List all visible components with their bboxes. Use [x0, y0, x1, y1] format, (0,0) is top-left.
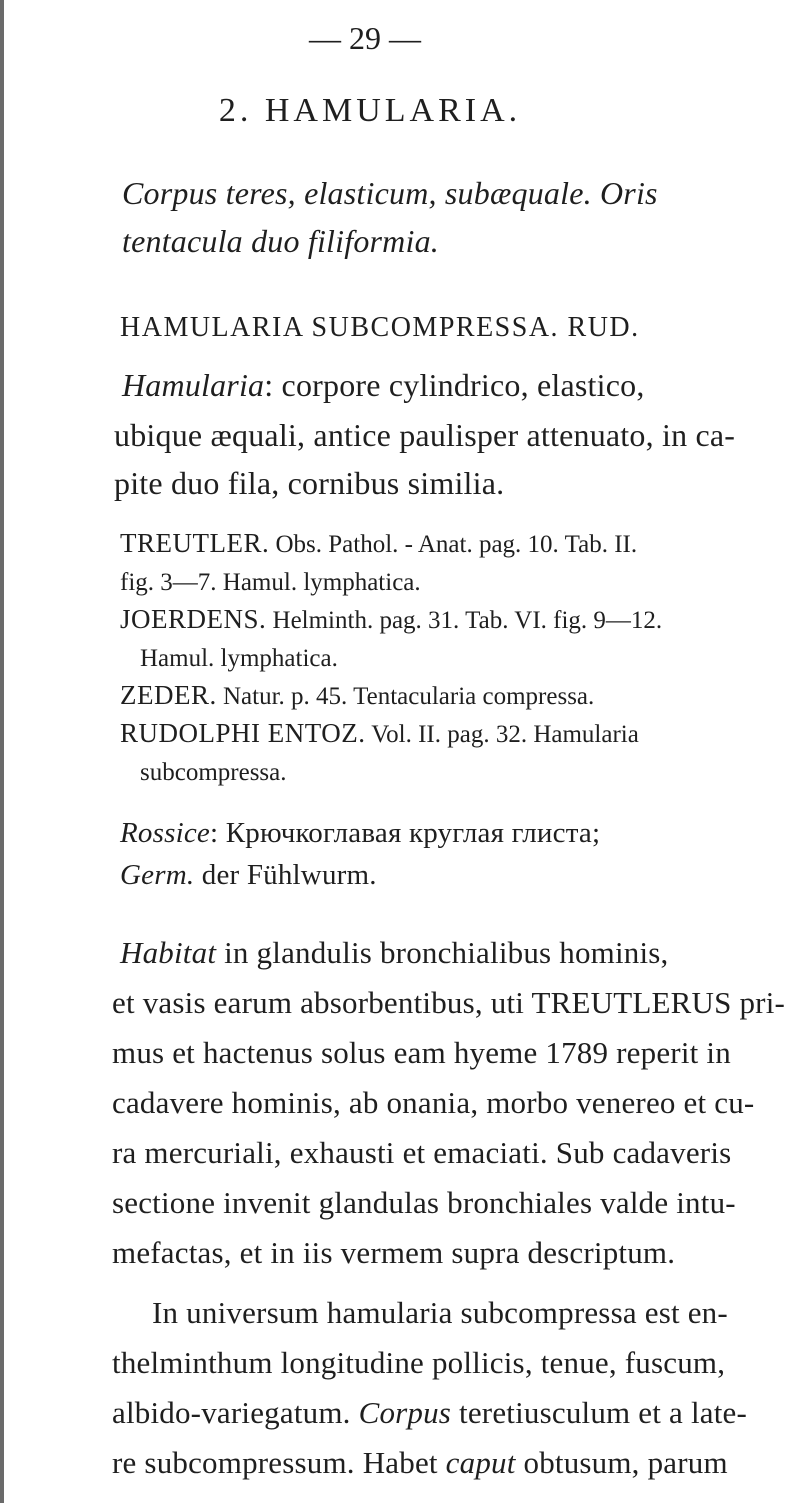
description-text: albido-variegatum.	[112, 1395, 351, 1430]
description-line	[112, 1394, 747, 1432]
reference-line	[120, 718, 639, 750]
description-text: obtusum, parum	[515, 1445, 728, 1480]
habitat-text: in glandulis bronchialibus hominis,	[216, 935, 669, 970]
species-name: HAMULARIA SUBCOMPRESSA. RUD.	[120, 312, 640, 343]
reference-text: Hamul. lymphatica.	[140, 645, 338, 672]
rossice-text: : Крючкоглавая круглая глиста;	[210, 817, 601, 849]
species-desc-line-1	[122, 366, 645, 404]
reference-line	[140, 642, 338, 674]
reference-line	[120, 680, 594, 712]
habitat-line: cadavere hominis, ab onania, morbo venereo et cu-	[112, 1085, 755, 1120]
description-text: re subcompressum. Habet	[112, 1445, 446, 1480]
description-line: In universum hamularia subcompressa est en-	[152, 1295, 728, 1330]
habitat-line: mefactas, et in iis vermem supra descriptum.	[112, 1235, 676, 1270]
page-number: — 29 —	[309, 20, 421, 56]
habitat-line	[120, 934, 669, 972]
genus-line-1: Corpus teres, elasticum, subæquale. Oris	[122, 175, 658, 211]
reference-text: Obs. Pathol. - Anat. pag. 10. Tab. II.	[269, 531, 638, 558]
genus-line-2: tentacula duo filiformia.	[122, 223, 439, 259]
corpus-label: Corpus	[358, 1395, 452, 1430]
reference-text: fig. 3—7. Hamul. lymphatica.	[120, 569, 421, 596]
habitat-line: ra mercuriali, exhausti et emaciati. Sub cadaveris	[112, 1135, 732, 1170]
germ-label: Germ.	[120, 859, 195, 891]
reference-text: subcompressa.	[140, 759, 287, 786]
rossice-label: Rossice	[120, 817, 210, 849]
habitat-line: sectione invenit glandulas bronchiales valde intu-	[112, 1185, 736, 1220]
species-desc-line-3: pite duo fila, cornibus similia.	[114, 465, 505, 501]
germ-text: der Fühlwurm.	[194, 859, 377, 891]
reference-author: JOERDENS.	[120, 604, 267, 634]
habitat-line: mus et hactenus solus eam hyeme 1789 reperit in	[112, 1035, 731, 1070]
description-text: teretiusculum et a late-	[451, 1395, 748, 1430]
reference-author: TREUTLER.	[120, 528, 270, 558]
reference-text: Helminth. pag. 31. Tab. VI. fig. 9—12.	[266, 607, 663, 634]
description-line: thelminthum longitudine pollicis, tenue, fuscum,	[112, 1345, 726, 1380]
reference-text: Natur. p. 45. Tentacularia compressa.	[216, 683, 595, 710]
page-edge	[0, 0, 4, 1503]
reference-line	[120, 528, 637, 560]
reference-text: Vol. II. pag. 32. Hamularia	[365, 721, 639, 748]
germ-line	[120, 856, 377, 894]
section-heading: 2. HAMULARIA.	[218, 92, 522, 129]
reference-line	[120, 566, 421, 598]
reference-author: RUDOLPHI ENTOZ.	[120, 718, 366, 748]
reference-line	[120, 604, 662, 636]
caput-label: caput	[445, 1445, 516, 1480]
reference-line	[140, 756, 287, 788]
species-desc-text: : corpore cylindrico, elastico,	[264, 367, 645, 403]
habitat-line: et vasis earum absorbentibus, uti TREUTLERUS pri-	[112, 985, 786, 1020]
description-line	[112, 1444, 728, 1482]
habitat-label: Habitat	[120, 935, 217, 970]
species-desc-label: Hamularia	[122, 367, 265, 403]
reference-author: ZEDER.	[120, 680, 217, 710]
rossice-line	[120, 814, 600, 852]
species-desc-line-2: ubique æquali, antice paulisper attenuato, in ca-	[114, 417, 736, 453]
